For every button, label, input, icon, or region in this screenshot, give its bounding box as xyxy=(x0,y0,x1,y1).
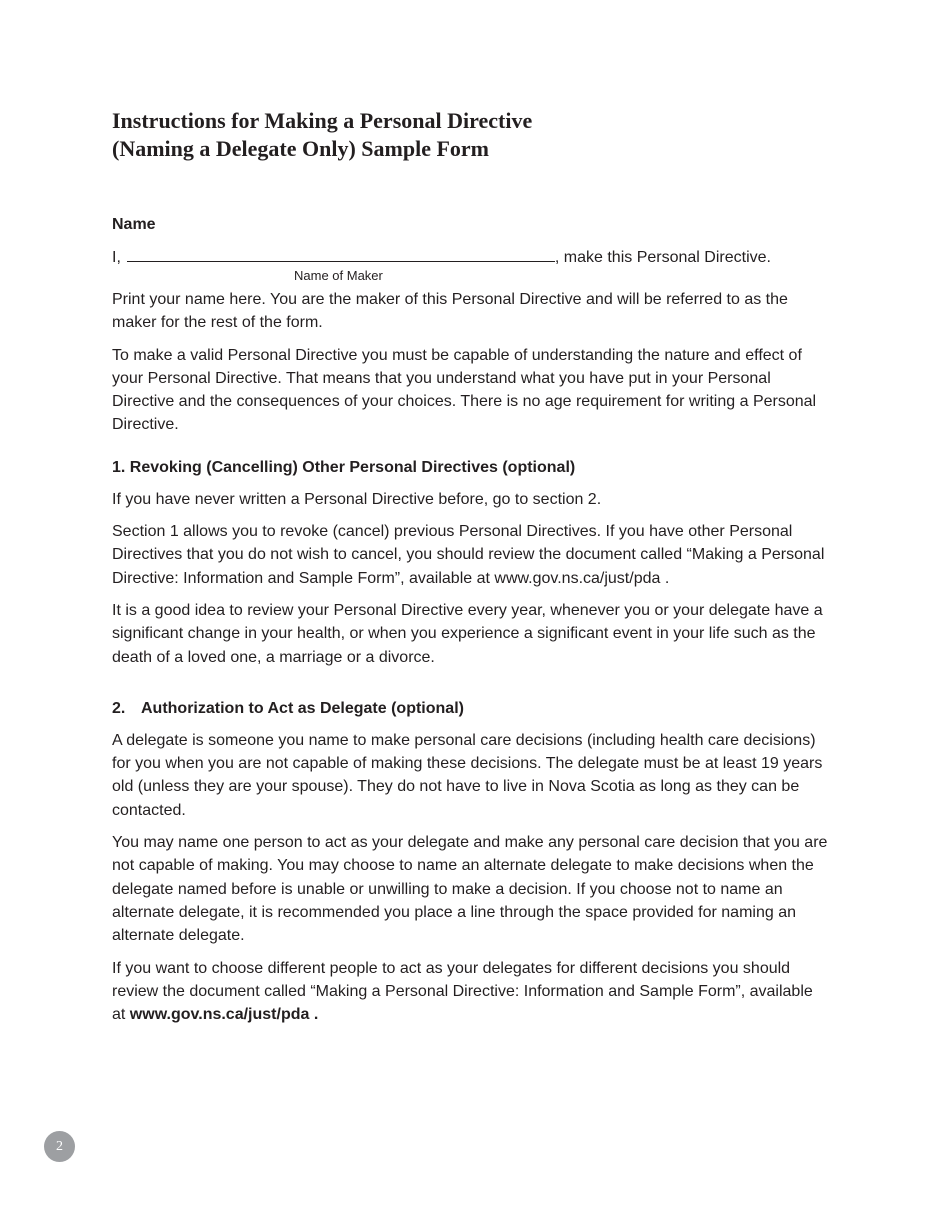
section-1-paragraph: It is a good idea to review your Personal Directive every year, whenever you or your delegate have a significant change in your health, or when you experience a significant event in your life such as the death of a loved one, a marriage or a divorce. xyxy=(112,601,823,666)
section-1-paragraph: Section 1 allows you to revoke (cancel) previous Personal Directives. If you have other Personal Directives that you do not wish to cancel, you should review the document called “Making a Personal Directive: Information and Sample Form”, available at www.gov.ns.ca/just/pda . xyxy=(112,523,825,587)
section-2-paragraph: You may name one person to act as your delegate and make any personal care decision that you are not capable of making. You may choose to name an alternate delegate to make decisions when the delegate named before is unable or unwilling to make a decision. If you choose not to name an alternate delegate, it is recommended you place a line through the space provided for naming an alternate delegate. xyxy=(112,834,828,945)
maker-name-blank[interactable] xyxy=(127,245,555,262)
section-2-number: 2. xyxy=(112,699,126,717)
section-1-heading: 1. Revoking (Cancelling) Other Personal Directives (optional) xyxy=(112,458,576,476)
section-1-paragraph: If you have never written a Personal Directive before, go to section 2. xyxy=(112,490,602,508)
section-2-paragraph-last xyxy=(112,957,828,1027)
maker-prefix: I, xyxy=(112,249,121,266)
page-title-line-2: (Naming a Delegate Only) Sample Form xyxy=(112,136,489,161)
page-title-line-1: Instructions for Making a Personal Directive xyxy=(112,108,533,133)
section-2-paragraph: A delegate is someone you name to make personal care decisions (including health care decisions) for you when you are not capable of making these decisions. The delegate must be at least 19 years old (unless they are your spouse). They do not have to live in Nova Scotia as long as they can be contacted. xyxy=(112,731,823,819)
intro-paragraph: Print your name here. You are the maker of this Personal Directive and will be referred to as the maker for the rest of the form. xyxy=(112,291,788,332)
section-2-title: Authorization to Act as Delegate (optional) xyxy=(141,699,464,717)
maker-name-line xyxy=(112,245,828,283)
intro-paragraph: To make a valid Personal Directive you must be capable of understanding the nature and effect of your Personal Directive. That means that you understand what you have put in your Personal Directive and the consequences of your choices. There is no age requirement for writing a Personal Directive. xyxy=(112,346,817,434)
pda-website-link[interactable]: www.gov.ns.ca/just/pda . xyxy=(129,1006,319,1024)
maker-suffix: , make this Personal Directive. xyxy=(554,249,771,266)
maker-name-caption: Name of Maker xyxy=(294,268,383,283)
name-section-label: Name xyxy=(112,216,156,233)
document-body xyxy=(112,213,828,1035)
page-title xyxy=(112,107,532,163)
section-2-last-text: If you want to choose different people to act as your delegates for different decisions you should review the document called “Making a Personal Directive: Information and Sample Form”, available at xyxy=(112,959,813,1024)
page-number-badge: 2 xyxy=(44,1131,75,1162)
section-2-heading xyxy=(112,697,828,720)
